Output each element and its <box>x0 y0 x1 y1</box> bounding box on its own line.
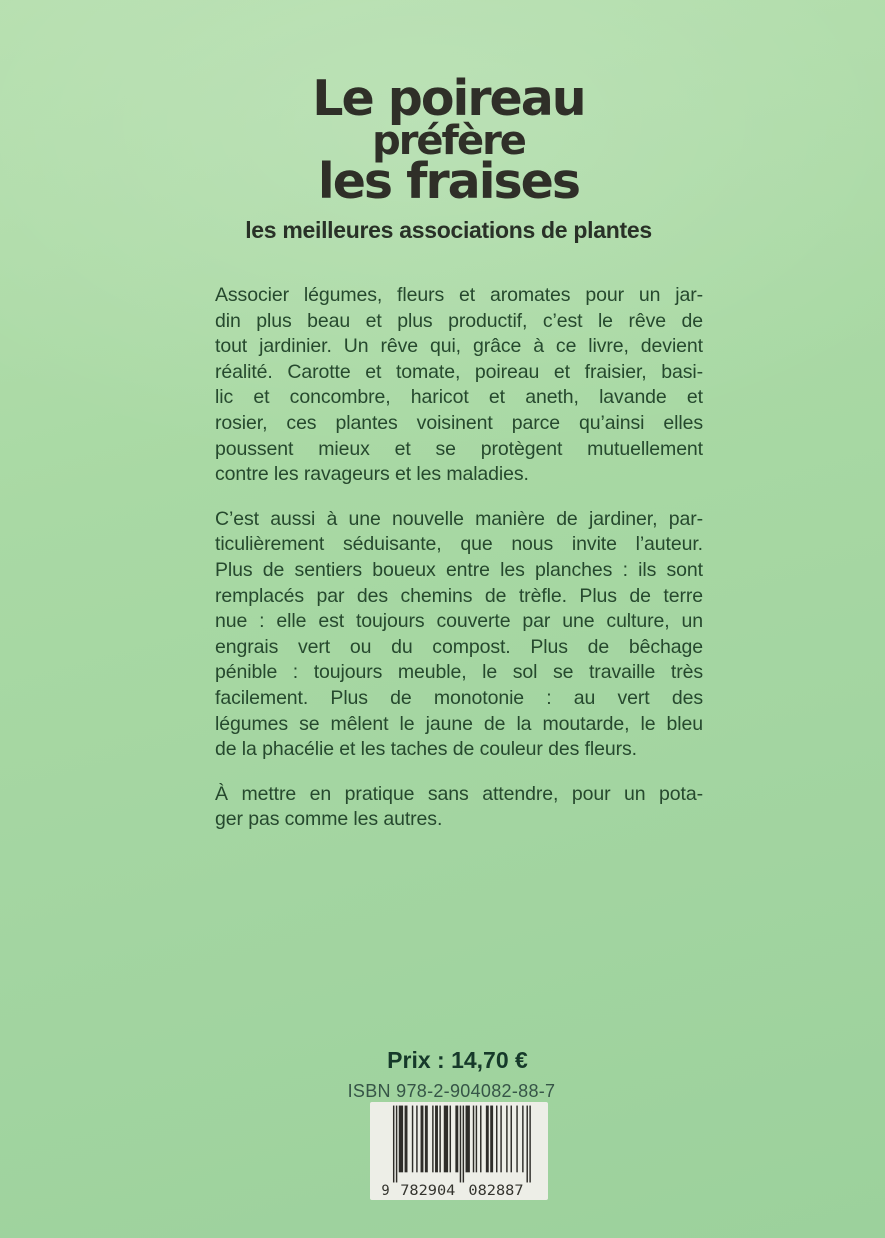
text-line: légumes se mêlent le jaune de la moutarde, le bleu <box>215 712 703 735</box>
text-line: contre les ravageurs et les maladies. <box>215 463 529 486</box>
blurb-paragraph-3 <box>215 782 703 833</box>
text-line: engrais vert ou du compost. Plus de bêchage <box>215 635 703 658</box>
blurb-paragraph-1 <box>215 283 703 488</box>
text-line: lic et concombre, haricot et aneth, lavande et <box>215 386 703 409</box>
text-line: Plus de sentiers boueux entre les planches : ils sont <box>215 558 703 581</box>
text-line: réalité. Carotte et tomate, poireau et fraisier, basi- <box>215 360 703 383</box>
text-line: C’est aussi à une nouvelle manière de jardiner, par- <box>215 507 703 530</box>
text-line: de la phacélie et les taches de couleur des fleurs. <box>215 738 637 761</box>
title-block <box>6 70 885 244</box>
text-line: rosier, ces plantes voisinent parce qu’ainsi elles <box>215 411 703 434</box>
text-line: remplacés par des chemins de trèfle. Plus de terre <box>215 584 703 607</box>
text-line: À mettre en pratique sans attendre, pour un pota- <box>215 782 703 805</box>
barcode <box>370 1102 548 1200</box>
isbn-label: ISBN 978-2-904082-88-7 <box>347 1081 556 1101</box>
svg-text:782904: 782904 <box>400 1182 456 1199</box>
text-line: poussent mieux et se protègent mutuellement <box>215 437 703 460</box>
text-line: ticulièrement séduisante, que nous invite l’auteur. <box>215 533 703 556</box>
price-label: Prix : 14,70 € <box>387 1047 528 1073</box>
blurb-paragraph-2 <box>215 507 703 763</box>
svg-text:9: 9 <box>381 1182 390 1199</box>
text-line: facilement. Plus de monotonie : au vert des <box>215 686 703 709</box>
book-title-line-3: les fraises <box>317 153 580 210</box>
svg-text:082887: 082887 <box>468 1182 524 1199</box>
back-cover-blurb <box>215 283 703 852</box>
text-line: Associer légumes, fleurs et aromates pour un jar- <box>215 284 703 306</box>
book-title <box>6 70 885 210</box>
text-line: tout jardinier. Un rêve qui, grâce à ce livre, devient <box>215 335 703 358</box>
text-line: nue : elle est toujours couverte par une culture, un <box>215 610 703 633</box>
text-line: pénible : toujours meuble, le sol se travaille très <box>215 661 703 684</box>
book-title-line-2: préfère <box>372 118 525 164</box>
text-line: din plus beau et plus productif, c’est le rêve de <box>215 309 703 332</box>
book-title-line-1: Le poireau <box>312 70 585 127</box>
text-line: ger pas comme les autres. <box>215 808 443 831</box>
book-subtitle: les meilleures associations de plantes <box>245 217 652 243</box>
ean13-barcode-icon <box>377 1104 541 1200</box>
